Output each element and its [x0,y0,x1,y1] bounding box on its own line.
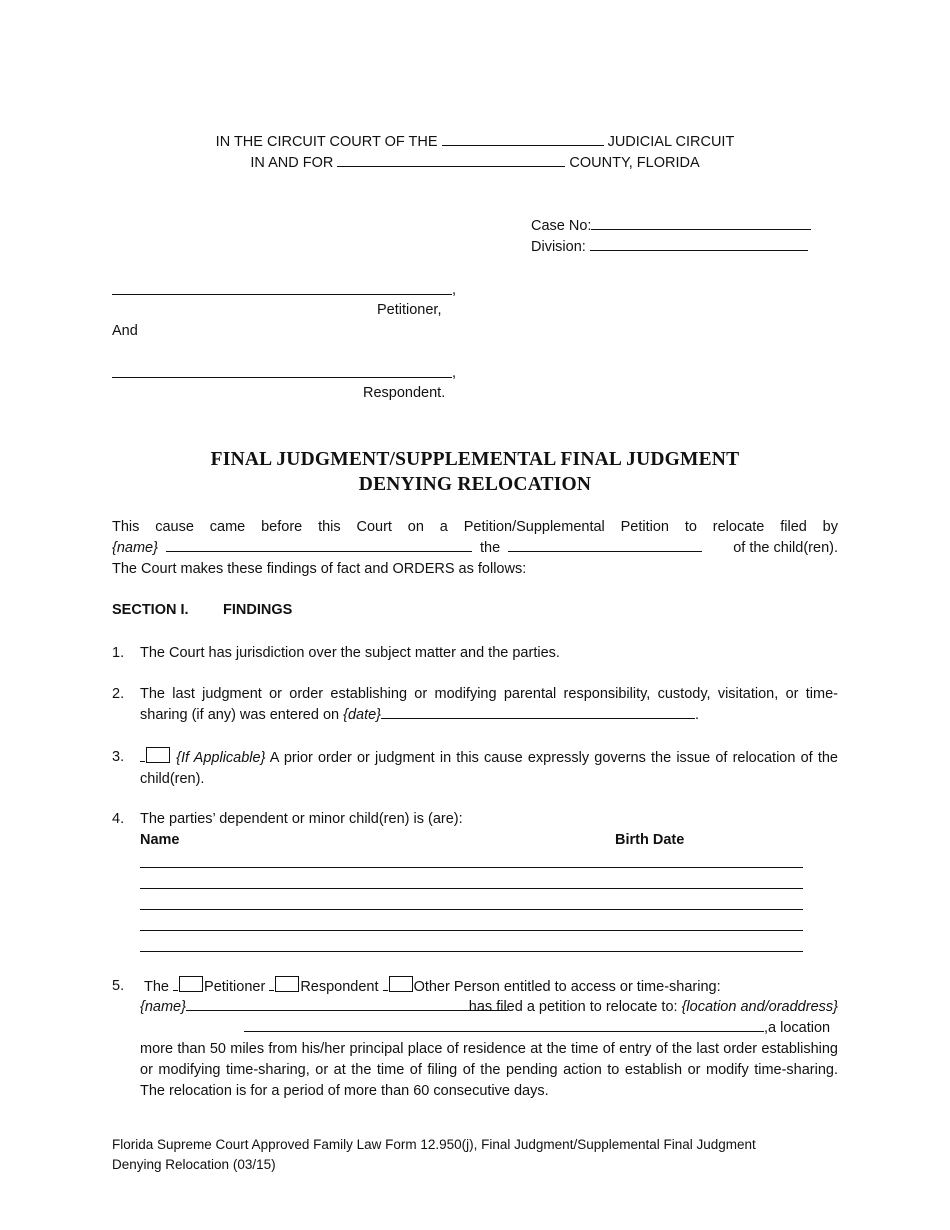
item5-pre-line [173,989,178,991]
footer-line1: Florida Supreme Court Approved Family Law Form 12.950(j), Final Judgment/Supplemental Final Judgment [112,1137,756,1152]
child-row-line[interactable] [140,930,803,931]
item3-checkbox[interactable] [146,747,170,763]
respondent-label: Respondent. [363,385,446,401]
county-prefix-label: IN AND FOR [250,155,334,171]
birth-date-column-header: Birth Date [615,832,685,848]
division-label: Division: [531,239,586,255]
court-label: IN THE CIRCUIT COURT OF THE [215,134,438,150]
division-row [531,237,808,258]
intro-the: the [480,540,501,556]
petitioner-checkbox[interactable] [179,976,203,992]
petitioner-label: Petitioner, [377,302,442,318]
item5-pre-line [383,989,388,991]
relationship-blank[interactable] [508,550,702,552]
item5-the: The [144,979,169,995]
item5-location-label: {location and/oraddress} [681,999,838,1015]
circuit-label: JUDICIAL CIRCUIT [607,134,735,150]
item4-text: The parties’ dependent or minor child(ren) is (are): [140,811,463,827]
item5-location-after: ,a location [764,1020,831,1036]
child-row-line[interactable] [140,867,803,868]
child-row-line[interactable] [140,909,803,910]
other-person-checkbox[interactable] [389,976,413,992]
item1-text: The Court has jurisdiction over the subject matter and the parties. [140,645,560,661]
document-title-line2: DENYING RELOCATION [358,474,592,495]
respondent-checkbox[interactable] [275,976,299,992]
circuit-blank[interactable] [442,144,604,146]
item5-number: 5. [112,978,125,994]
intro-line1: This cause came before this Court on a Petition/Supplemental Petition to relocate filed by [112,519,838,535]
respondent-name-blank[interactable] [112,377,452,378]
section-heading: FINDINGS [223,602,293,618]
relocation-address-blank[interactable] [244,1030,764,1032]
court-header-line2 [0,153,950,174]
item2-date-label: {date} [343,707,382,723]
petitioner-comma: , [452,282,457,298]
item5-pre-line [269,989,274,991]
section-label: SECTION I. [112,602,189,618]
case-no-row [531,216,811,237]
item3-pre-line [140,760,145,762]
item3-text [140,747,838,790]
child-row-line[interactable] [140,951,803,952]
item5-line2 [140,997,838,1018]
relocating-party-name-blank[interactable] [186,1009,508,1011]
intro-name-label: {name} [112,540,158,556]
item2-body: The last judgment or order establishing or modifying parental responsibility, custody, visitation, or time-sharing (if any) was entered on [140,686,838,723]
item4-number: 4. [112,811,125,827]
item3-number: 3. [112,749,125,765]
intro-of-children: of the child(ren). [733,540,838,556]
judgment-date-blank[interactable] [381,717,695,719]
item5-respondent: Respondent [300,979,379,995]
item5-body: more than 50 miles from his/her principal place of residence at the time of entry of the last order establishing or modifying time-sharing, or at the time of filing of the pending action to establish or modify time-sharing. The relocation is for a period of more than 60 consecutive days. [140,1041,838,1099]
document-title-line1: FINAL JUDGMENT/SUPPLEMENTAL FINAL JUDGMENT [210,449,740,470]
item5-line3 [244,1018,830,1039]
case-no-label: Case No: [531,218,592,234]
respondent-comma: , [452,365,457,381]
child-name-column-header: Name [140,832,180,848]
court-header-line1 [0,132,950,153]
intro-line2 [112,538,838,559]
case-no-blank[interactable] [591,228,811,230]
footer-line2: Denying Relocation (03/15) [112,1157,276,1172]
item2-number: 2. [112,686,125,702]
item3-applicable: {If Applicable} [176,750,266,766]
item5-name-label: {name} [140,999,186,1015]
item5-petitioner: Petitioner [204,979,266,995]
county-label: COUNTY, FLORIDA [569,155,700,171]
item5-filed: has filed a petition to relocate to: [468,999,678,1015]
item3-body: A prior order or judgment in this cause expressly governs the issue of relocation of the child(ren). [140,750,839,787]
division-blank[interactable] [590,249,808,251]
item1-number: 1. [112,645,125,661]
item2-text: The last judgment or order establishing or modifying parental responsibility, custody, visitation, or time-sharing (if any) was entered on {date} . [140,686,838,723]
child-row-line[interactable] [140,888,803,889]
petitioner-filer-blank[interactable] [166,550,472,552]
petitioner-name-blank[interactable] [112,294,452,295]
item5-other: Other Person entitled to access or time-sharing: [413,979,721,995]
item5-line1 [144,976,838,998]
and-label: And [112,323,138,339]
county-blank[interactable] [337,165,565,167]
intro-line3: The Court makes these findings of fact and ORDERS as follows: [112,561,527,577]
item5-filed-row [469,997,838,1018]
